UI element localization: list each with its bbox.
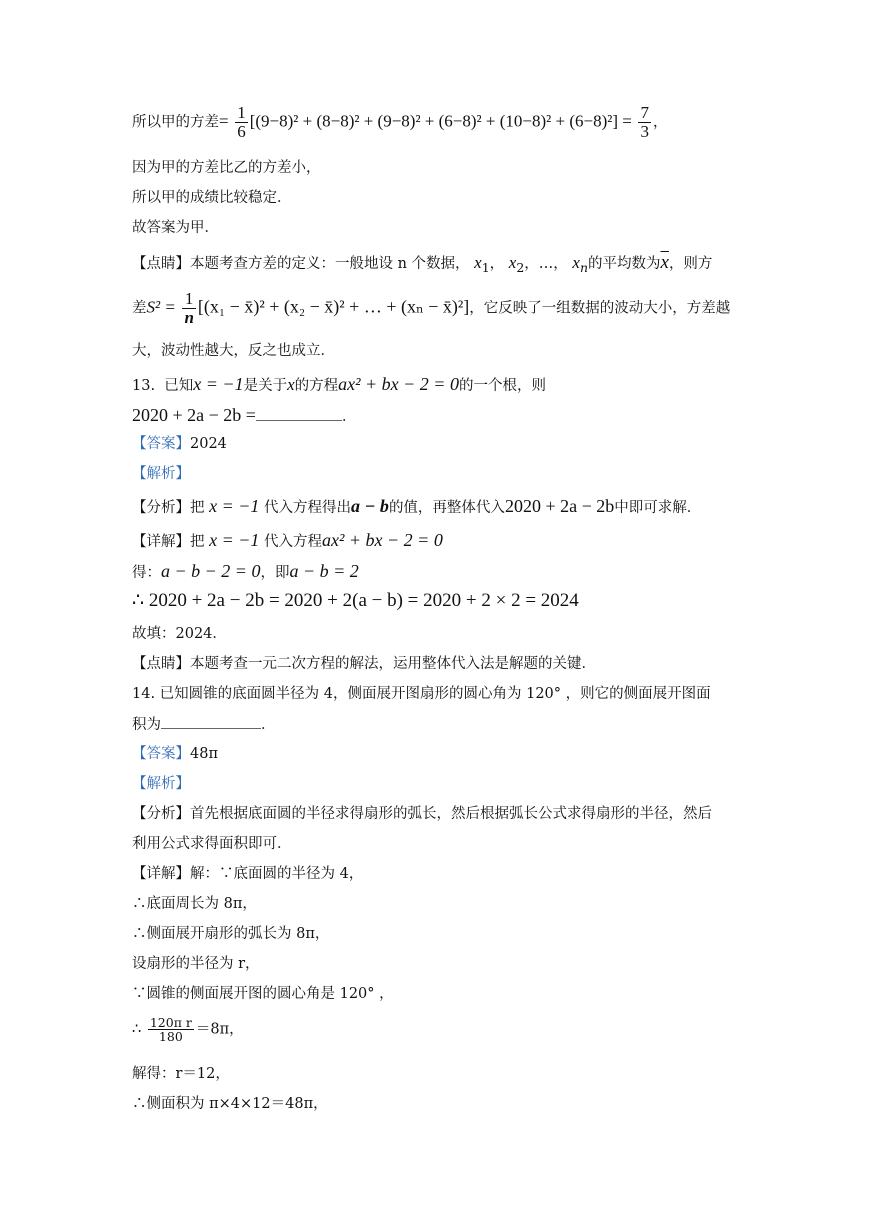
- sub-1: 1: [481, 259, 490, 275]
- equation: a − b = 2: [289, 561, 359, 581]
- fenxi-tag: 【分析】: [132, 500, 190, 516]
- separator: ，: [489, 256, 505, 272]
- expression: 2020 + 2a − 2b =: [132, 405, 256, 425]
- question-14-line2: [132, 716, 276, 734]
- equation: x = −1: [193, 374, 244, 394]
- question-text: 是关于: [243, 378, 288, 394]
- answer-tag: 【答案】: [132, 436, 190, 452]
- question-text: 已知: [164, 378, 194, 394]
- var-xn: x: [572, 253, 580, 272]
- step-line: ∴底面周长为 8π，: [132, 896, 257, 912]
- variance-suffix: ，: [652, 114, 668, 131]
- variance-fraction: [235, 104, 248, 141]
- variance-line: [132, 104, 667, 141]
- variable: x: [287, 375, 295, 394]
- de-label: 得：: [132, 565, 161, 581]
- question-text: 积为: [132, 717, 161, 733]
- answer-tag: 【答案】: [132, 746, 190, 762]
- dianjing-text: 本题考查方差的定义：一般地设 n 个数据，: [190, 256, 470, 272]
- answer-value: 2024: [190, 436, 227, 452]
- fraction-result: ＝8π，: [195, 1021, 244, 1038]
- xiangjie-14: [132, 866, 363, 883]
- equation: ax² + bx − 2 = 0: [322, 530, 443, 550]
- variance-symbol: S² =: [146, 297, 176, 317]
- var-x1: x: [474, 253, 482, 272]
- dianjing-text: ，它反映了一组数据的波动大小，方差越: [469, 300, 731, 317]
- text-line: 因为甲的方差比乙的方差小，: [132, 160, 321, 176]
- xiangjie-tag: 【详解】: [132, 866, 190, 882]
- fenxi-text: 首先根据底面圆的半径求得扇形的弧长，然后根据弧长公式求得扇形的半径，然后: [190, 806, 712, 822]
- dianjing-text: 的平均数为: [588, 256, 661, 272]
- mean-xbar: $\overline{x}$: [660, 252, 669, 273]
- answer-14: [132, 746, 218, 763]
- xiangjie-text: 解：∵底面圆的半径为 4，: [190, 866, 364, 882]
- text-line: 故答案为甲．: [132, 220, 219, 236]
- xiangjie-13: [132, 530, 443, 552]
- dianjing-tag: 【点睛】: [132, 256, 190, 272]
- question-text: 的一个根，则: [458, 378, 546, 394]
- question-text: 的方程: [294, 378, 339, 394]
- fenxi-text: 的值，再整体代入: [388, 500, 505, 516]
- equation: x = −1: [209, 496, 260, 516]
- xiangjie-tag: 【详解】: [132, 534, 190, 550]
- separator: ，…，: [524, 256, 568, 272]
- answer-13: [132, 436, 227, 453]
- xiangjie-text: 代入方程: [264, 534, 323, 550]
- period: ．: [341, 409, 357, 425]
- therefore-symbol: ∴: [132, 1021, 142, 1038]
- var-x2: x: [508, 253, 517, 272]
- arc-fraction: [148, 1016, 194, 1043]
- answer-blank: [161, 716, 261, 729]
- variance-eq: =: [219, 111, 229, 131]
- dianjing-13: [132, 656, 596, 673]
- dianjing-text: 差: [132, 300, 147, 317]
- question-number: 13.: [132, 378, 156, 394]
- equation: x = −1: [209, 530, 260, 550]
- therefore-line-13: ∴ 2020 + 2a − 2b = 2020 + 2(a − b) = 2020 + 2 × 2 = 2024: [132, 590, 579, 611]
- jiexi-tag: 【解析】: [132, 776, 190, 792]
- connector-text: ，即: [260, 565, 290, 581]
- question-13-line1: [132, 374, 546, 396]
- equation: a − b − 2 = 0: [161, 561, 261, 581]
- de-line-13: [132, 561, 359, 583]
- jiexi-tag: 【解析】: [132, 466, 190, 482]
- fraction-numerator: 1: [237, 103, 246, 122]
- variance-prefix: 所以甲的方差: [132, 114, 219, 131]
- fraction-numerator: 120π r: [149, 1015, 192, 1030]
- gutian-13: 故填：2024．: [132, 626, 227, 642]
- equation: ax² + bx − 2 = 0: [338, 374, 459, 394]
- solve-line: 解得：r＝12，: [132, 1066, 230, 1082]
- area-line: ∴侧面积为 π×4×12＝48π，: [132, 1096, 328, 1112]
- dianjing-12-line2: [132, 290, 730, 327]
- fenxi-tag: 【分析】: [132, 806, 190, 822]
- dianjing-text: 本题考查一元二次方程的解法，运用整体代入法是解题的关键．: [190, 656, 596, 672]
- answer-blank: [256, 408, 342, 421]
- fraction-denominator: 180: [158, 1029, 183, 1045]
- result-numerator: 7: [640, 103, 649, 122]
- text-line: 所以甲的成绩比较稳定．: [132, 190, 292, 206]
- variance-fraction: [182, 290, 195, 327]
- period: ．: [261, 717, 276, 733]
- jiexi-14: [132, 776, 190, 793]
- variance-formula: [(x₁ − x̄)² + (x₂ − x̄)² + … + (xₙ − x̄)²]: [197, 296, 470, 317]
- fenxi-14-line2: 利用公式求得面积即可．: [132, 836, 292, 852]
- expression: a − b: [351, 496, 389, 516]
- fenxi-text: 中即可求解．: [614, 500, 702, 516]
- variance-expression: [(9−8)² + (8−8)² + (9−8)² + (6−8)² + (10−8)² + (6−8)²] =: [249, 111, 632, 131]
- fenxi-text: 代入方程得出: [264, 500, 352, 516]
- text-line: 大，波动性越大，反之也成立．: [132, 343, 335, 359]
- fraction-numerator: 1: [182, 290, 195, 309]
- fraction-line-14: [132, 1016, 244, 1043]
- fraction-denominator: 6: [237, 121, 246, 141]
- sub-n: n: [579, 259, 588, 275]
- variance-result: [638, 104, 651, 141]
- result-denominator: 3: [640, 121, 649, 141]
- jiexi-13: [132, 466, 190, 483]
- expression: 2020 + 2a − 2b: [504, 496, 615, 516]
- dianjing-12-line1: [132, 252, 712, 275]
- fenxi-14-line1: [132, 806, 712, 823]
- answer-value: 48π: [190, 746, 218, 762]
- xiangjie-text: 把: [190, 534, 205, 550]
- dianjing-tag: 【点睛】: [132, 656, 190, 672]
- fraction-denominator: n: [184, 307, 194, 327]
- question-13-line2: [132, 405, 356, 427]
- fenxi-13: [132, 496, 701, 518]
- question-14-line1: 14. 已知圆锥的底面圆半径为 4，侧面展开图扇形的圆心角为 120° ，则它的侧面展开图面: [132, 686, 711, 702]
- fenxi-text: 把: [190, 500, 205, 516]
- step-line: ∵圆锥的侧面展开图的圆心角是 120° ，: [132, 986, 394, 1002]
- dianjing-text: ，则方: [668, 256, 713, 272]
- step-line: ∴侧面展开扇形的弧长为 8π，: [132, 926, 330, 942]
- sub-2: 2: [516, 259, 525, 275]
- step-line: 设扇形的半径为 r，: [132, 956, 260, 972]
